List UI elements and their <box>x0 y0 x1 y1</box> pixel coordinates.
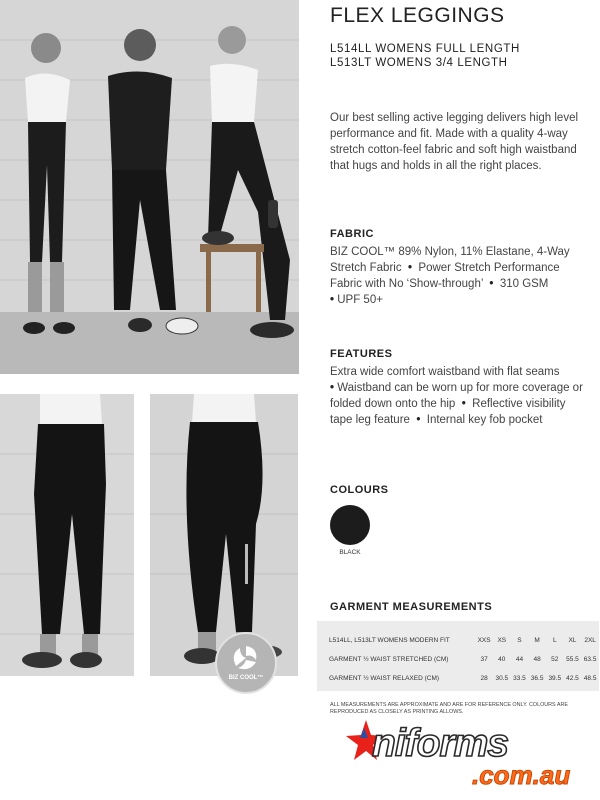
size-header: S <box>517 637 522 644</box>
row-label: GARMENT ½ WAIST STRETCHED (CM) <box>329 656 449 663</box>
table-cell: 33.5 <box>513 675 526 682</box>
size-header: XS <box>497 637 507 644</box>
features-heading: FEATURES <box>330 348 393 360</box>
table-cell: 39.5 <box>548 675 562 682</box>
product-description: Our best selling active legging delivers high level performance and fit. Made with a quality 4-way stretch cotton-feel fabric and soft high waistband that hugs and holds in all the right places. <box>330 112 579 172</box>
table-cell: 44 <box>515 656 524 663</box>
colour-swatch-black <box>330 505 370 545</box>
size-header: 2XL <box>584 637 596 644</box>
feature-item: Reflective visibility tape leg feature <box>330 398 566 426</box>
fabric-item: 310 GSM <box>499 278 549 290</box>
product-code: L513LT WOMENS 3/4 LENGTH <box>330 57 508 69</box>
logo-domain: .com.au <box>472 760 571 790</box>
table-cell: 28 <box>480 675 488 682</box>
table-row <box>329 669 599 688</box>
product-code: L514LL WOMENS FULL LENGTH <box>330 43 520 55</box>
table-cell: 63.5 <box>583 656 597 663</box>
table-header-label: L514LL, L513LT WOMENS MODERN FIT <box>329 637 450 644</box>
fabric-item: Power Stretch Performance Fabric with No ‘Show-through’ <box>330 262 560 290</box>
feature-item: Extra wide comfort waistband with flat seams <box>330 366 560 378</box>
product-title: FLEX LEGGINGS <box>330 4 505 27</box>
size-header: M <box>534 637 540 644</box>
size-header: XXS <box>477 637 491 644</box>
table-cell: 48.5 <box>583 675 597 682</box>
back-detail-photo <box>150 394 298 676</box>
size-header: L <box>552 637 557 644</box>
table-cell: 30.5 <box>495 675 509 682</box>
table-header-row <box>329 631 599 650</box>
table-cell: 52 <box>551 656 559 663</box>
fabric-heading: FABRIC <box>330 228 374 240</box>
table-cell: 55.5 <box>566 656 579 663</box>
fabric-item: BIZ COOL™ 89% Nylon, 11% Elastane, 4-Way Stretch Fabric <box>330 246 570 274</box>
measurements-heading: GARMENT MEASUREMENTS <box>330 601 493 613</box>
hero-photo <box>0 0 299 374</box>
feature-item: Waistband can be worn up for more coverage or folded down onto the hip <box>330 382 583 410</box>
table-cell: 36.5 <box>530 675 544 682</box>
features-details: Extra wide comfort waistband with flat seams • Waistband can be worn up for more coverage or folded down onto the hip • Reflective visibility tape leg feature • Internal key fob pocket <box>330 366 583 426</box>
front-detail-photo <box>0 394 134 676</box>
biz-cool-badge <box>215 632 277 694</box>
size-header: XL <box>568 637 577 644</box>
table-cell: 42.5 <box>566 675 579 682</box>
swirl-icon <box>226 640 266 676</box>
fabric-details: BIZ COOL™ 89% Nylon, 11% Elastane, 4-Way Stretch Fabric • Power Stretch Performance Fabric with No ‘Show-through’ • 310 GSM • UPF 50+ <box>330 246 570 306</box>
uniforms-logo[interactable] <box>344 718 600 798</box>
table-row <box>329 650 599 669</box>
feature-item: Internal key fob pocket <box>426 414 543 426</box>
product-codes <box>330 42 520 70</box>
row-label: GARMENT ½ WAIST RELAXED (CM) <box>329 675 440 682</box>
colours-heading: COLOURS <box>330 484 389 496</box>
badge-label: BIZ COOL™ <box>228 675 264 681</box>
logo-wordmark: niforms <box>372 722 509 765</box>
table-cell: 48 <box>533 656 541 663</box>
colour-swatch-label: BLACK <box>339 549 361 556</box>
fabric-item: UPF 50+ <box>337 294 383 306</box>
table-cell: 37 <box>480 656 488 663</box>
disclaimer: ALL MEASUREMENTS ARE APPROXIMATE AND ARE FOR REFERENCE ONLY. COLOURS ARE REPRODUCED AS CLOSELY AS PRINTING ALLOWS. <box>330 702 568 715</box>
table-cell: 40 <box>498 656 506 663</box>
measurements-table <box>317 621 599 691</box>
